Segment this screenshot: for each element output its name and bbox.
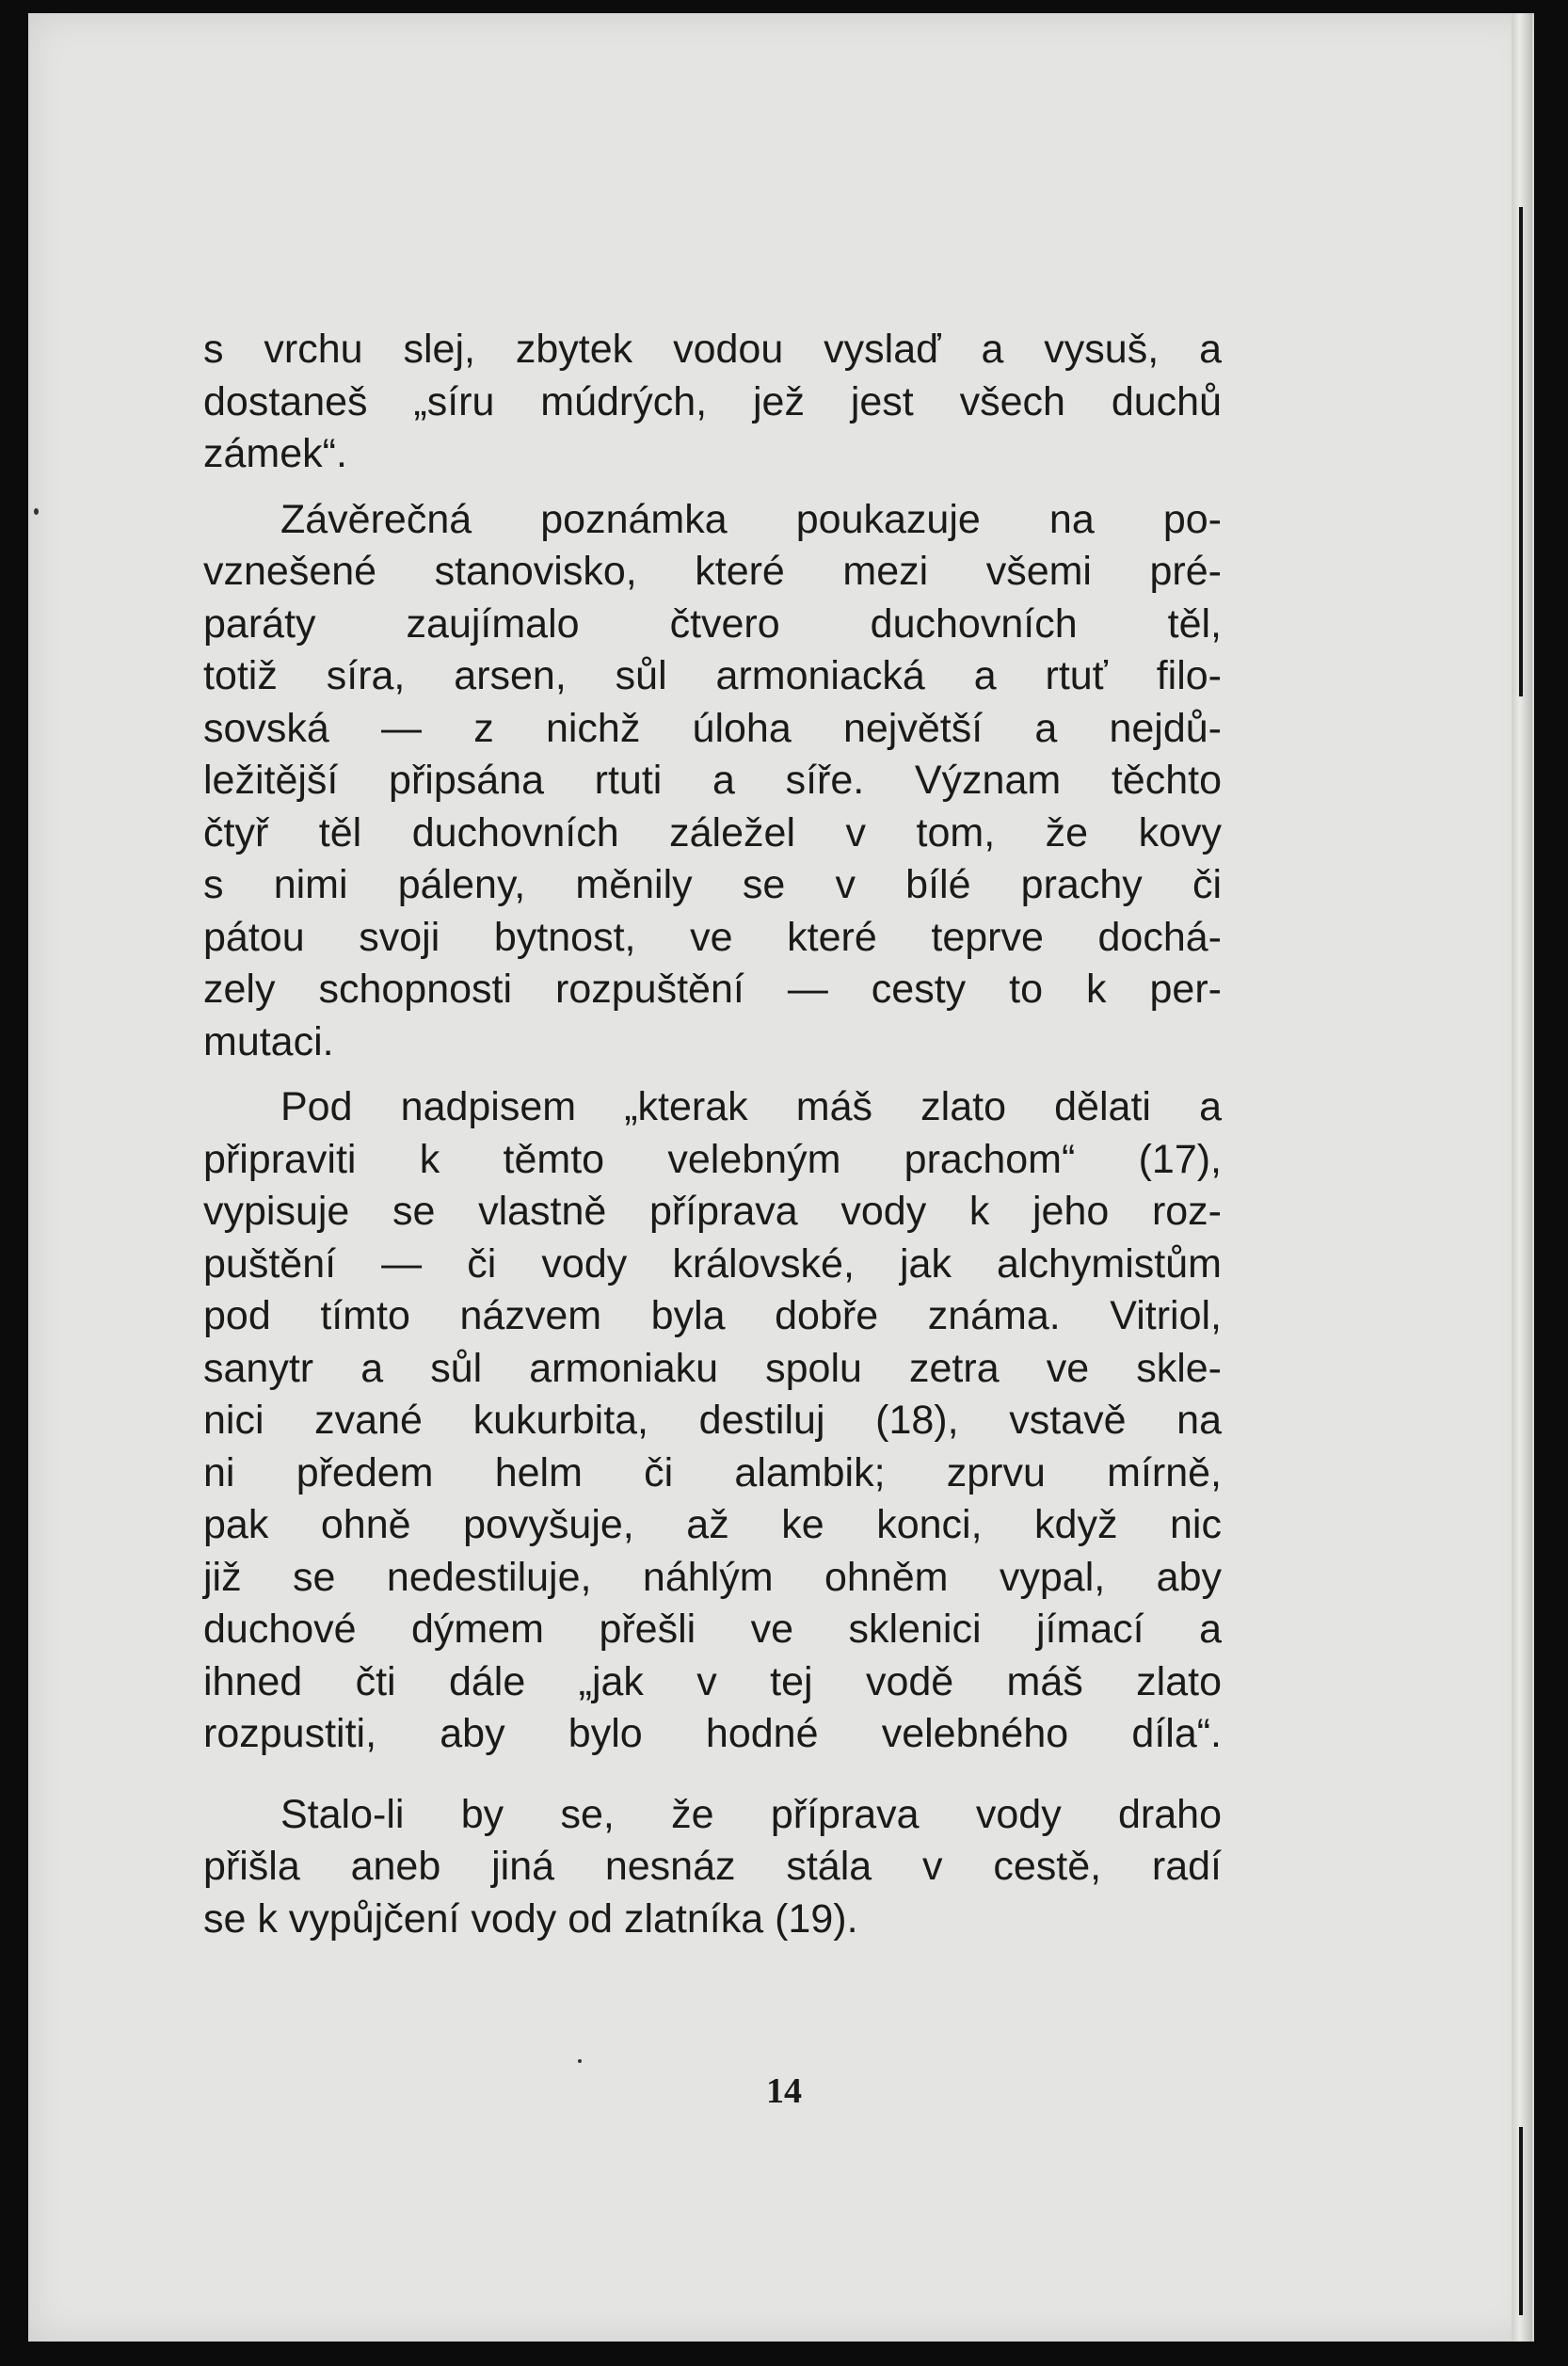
- text-line: Závěrečná poznámka poukazuje na po-: [280, 496, 1222, 542]
- text-line: dostaneš „síru múdrých, jež jest všech duchů: [203, 378, 1222, 424]
- text-line: puštění — či vody královské, jak alchymistům: [203, 1240, 1222, 1287]
- text-line: zámek“.: [203, 431, 347, 476]
- text-line: totiž síra, arsen, sůl armoniacká a rtuť filo-: [203, 653, 1222, 698]
- text-line: pátou svoji bytnost, ve které teprve dochá-: [203, 914, 1222, 960]
- page-number: 14: [766, 2071, 802, 2111]
- text-line: duchové dýmem přešli ve sklenici jímací a: [203, 1607, 1222, 1652]
- text-line: sovská — z nichž úloha největší a nejdů-: [203, 705, 1222, 751]
- text-line: již se nedestiluje, náhlým ohněm vypal, aby: [203, 1554, 1222, 1600]
- text-line: vznešené stanovisko, které mezi všemi pré-: [203, 549, 1222, 594]
- paper-speck: [34, 508, 39, 515]
- text-line: čtyř těl duchovních záležel v tom, že kovy: [203, 809, 1222, 855]
- binding-edge-mark: [1519, 2127, 1523, 2315]
- text-line: pak ohně povyšuje, až ke konci, když nic: [203, 1502, 1222, 1547]
- text-line: Stalo-li by se, že příprava vody draho: [280, 1791, 1222, 1837]
- text-line: paráty zaujímalo čtvero duchovních těl,: [203, 600, 1222, 647]
- text-line: vypisuje se vlastně příprava vody k jeho roz-: [203, 1189, 1222, 1234]
- text-line: přišla aneb jiná nesnáz stála v cestě, radí: [203, 1844, 1222, 1889]
- text-line: nici zvané kukurbita, destiluj (18), vstavě na: [203, 1398, 1222, 1443]
- text-line: ležitější připsána rtuti a síře. Význam těchto: [203, 758, 1222, 803]
- text-line: zely schopnosti rozpuštění — cesty to k per-: [203, 967, 1222, 1012]
- text-line: mutaci.: [203, 1018, 334, 1064]
- text-line: ni předem helm či alambik; zprvu mírně,: [203, 1449, 1222, 1495]
- text-line: s vrchu slej, zbytek vodou vyslaď a vysuš, a: [203, 327, 1222, 372]
- paragraph-4: [203, 1789, 1222, 1946]
- text-line: sanytr a sůl armoniaku spolu zetra ve skle-: [203, 1345, 1222, 1391]
- text-line: Pod nadpisem „kterak máš zlato dělati a: [280, 1084, 1222, 1129]
- text-line: pod tímto názvem byla dobře známa. Vitriol,: [203, 1293, 1222, 1338]
- text-line: se k vypůjčení vody od zlatníka (19).: [203, 1895, 858, 1942]
- paragraph-gap: [203, 1761, 1222, 1789]
- paragraph-1: [203, 324, 1222, 481]
- text-line: rozpustiti, aby bylo hodné velebného díla“.: [203, 1711, 1222, 1756]
- body-text: [203, 324, 1222, 1945]
- paper-speck: [578, 2059, 582, 2063]
- paragraph-gap: [203, 1068, 1222, 1081]
- paragraph-2: [203, 494, 1222, 1069]
- text-line: připraviti k těmto velebným prachom“ (17),: [203, 1136, 1222, 1182]
- text-line: s nimi páleny, měnily se v bílé prachy či: [203, 862, 1222, 907]
- text-line: ihned čti dále „jak v tej vodě máš zlato: [203, 1658, 1222, 1704]
- paragraph-gap: [203, 481, 1222, 494]
- binding-edge-mark: [1519, 207, 1523, 696]
- paragraph-3: [203, 1081, 1222, 1761]
